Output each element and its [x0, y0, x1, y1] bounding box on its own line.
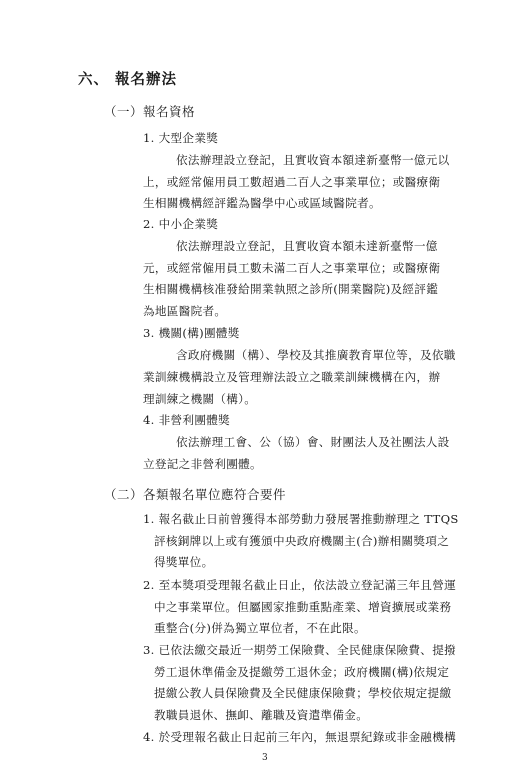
item-line: 上，或經常僱用員工數超過二百人之事業單位；或醫療衛 — [143, 175, 441, 189]
item-line: 評核銅牌以上或有獲頒中央政府機關主(合)辦相關獎項之 — [154, 534, 450, 548]
part2-title: （二）各類報名單位應符合要件 — [104, 487, 287, 502]
item-line: 含政府機關（構）、學校及其推廣教育單位等，及依職 — [176, 348, 456, 362]
item-line: 依法辦理工會、公（協）會、財團法人及社團法人設 — [176, 435, 450, 449]
item-line: 業訓練機構設立及管理辦法設立之職業訓練機構在內，辦 — [143, 370, 441, 384]
item-title: 4. 非營利團體獎 — [143, 413, 231, 427]
item-line: 理訓練之機關（構）。 — [143, 392, 257, 406]
item-line: 得獎單位。 — [154, 555, 214, 569]
page-number: 3 — [262, 753, 268, 763]
item-line: 1. 報名截止日前曾獲得本部勞動力發展署推動辦理之 TTQS — [143, 512, 459, 526]
item-line: 2. 至本獎項受理報名截止日止，依法設立登記滿三年且營運 — [143, 578, 456, 592]
item-line: 4. 於受理報名截止日起前三年內，無退票紀錄或非金融機構 — [143, 730, 456, 744]
section-heading: 六、 報名辦法 — [78, 71, 178, 88]
part1-title: （一）報名資格 — [104, 104, 196, 119]
item-line: 生相關機構核准發給開業執照之診所(開業醫院)及經評鑑 — [143, 282, 439, 296]
item-line: 元，或經常僱用員工數未滿二百人之事業單位；或醫療衛 — [143, 261, 441, 275]
item-title: 2. 中小企業獎 — [143, 217, 219, 231]
item-line: 為地區醫院者。 — [143, 304, 227, 318]
item-line: 中之事業單位。但屬國家推動重點產業、增資擴展或業務 — [154, 600, 452, 614]
item-title: 1. 大型企業獎 — [143, 131, 219, 145]
item-line: 依法辦理設立登記，且實收資本額未達新臺幣一億 — [176, 239, 438, 253]
item-line: 3. 已依法繳交最近一期勞工保險費、全民健康保險費、提撥 — [143, 643, 456, 657]
item-line: 勞工退休準備金及提繳勞工退休金；政府機關(構)依規定 — [154, 665, 450, 679]
item-line: 依法辦理設立登記，且實收資本額達新臺幣一億元以 — [176, 153, 450, 167]
item-line: 提繳公教人員保險費及全民健康保險費；學校依規定提繳 — [154, 686, 452, 700]
item-title: 3. 機關(構)團體獎 — [143, 326, 240, 340]
item-line: 立登記之非營利團體。 — [143, 457, 262, 471]
item-line: 生相關機構經評鑑為醫學中心或區域醫院者。 — [143, 196, 381, 210]
item-line: 教職員退休、撫卹、離職及資遣準備金。 — [154, 708, 369, 722]
item-line: 重整合(分)併為獨立單位者，不在此限。 — [154, 621, 366, 635]
